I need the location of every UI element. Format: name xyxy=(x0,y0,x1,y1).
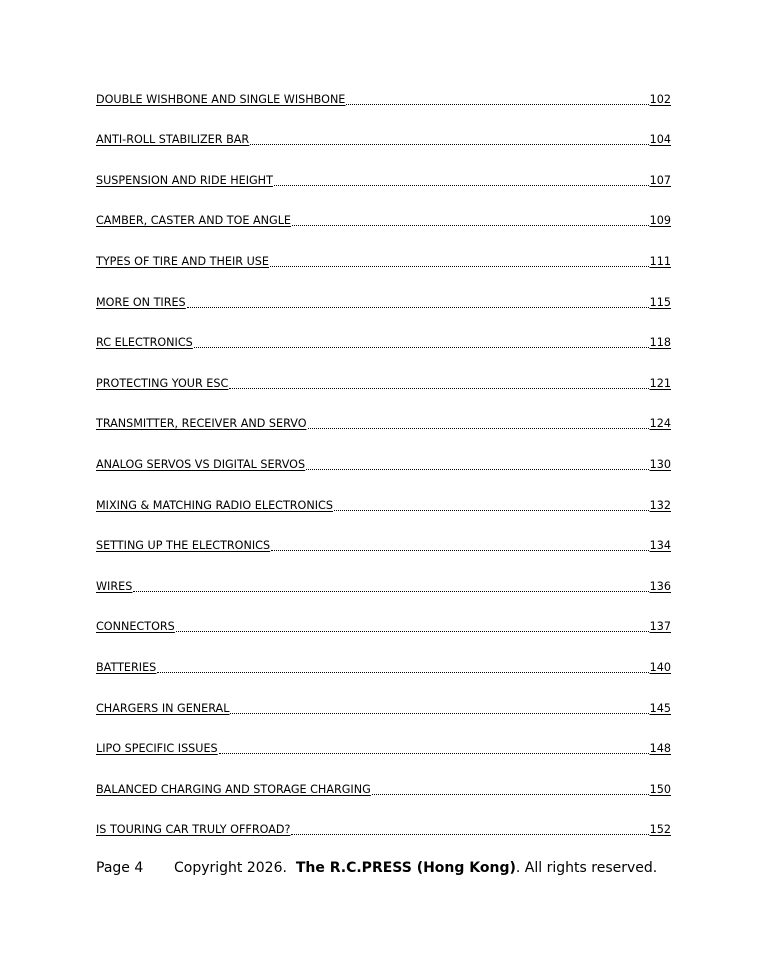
toc-dot-leader xyxy=(229,377,648,390)
toc-dot-leader xyxy=(291,823,648,836)
toc-entry-page-number: 152 xyxy=(649,823,671,837)
toc-entry-page-number: 148 xyxy=(649,742,671,756)
toc-entry[interactable] xyxy=(96,411,671,452)
toc-entry-title: SETTING UP THE ELECTRONICS xyxy=(96,539,271,553)
toc-entry-page-number: 140 xyxy=(649,660,671,674)
toc-dot-leader xyxy=(292,214,649,227)
toc-dot-leader xyxy=(271,539,649,552)
toc-entry[interactable] xyxy=(96,127,671,168)
toc-entry-title: RC ELECTRONICS xyxy=(96,336,193,350)
toc-entry[interactable] xyxy=(96,695,671,736)
toc-entry[interactable] xyxy=(96,736,671,777)
toc-entry[interactable] xyxy=(96,654,671,695)
toc-entry[interactable] xyxy=(96,370,671,411)
page-footer xyxy=(96,859,657,877)
toc-entry-title: BATTERIES xyxy=(96,660,157,674)
toc-entry-title: PROTECTING YOUR ESC xyxy=(96,376,229,390)
toc-entry[interactable] xyxy=(96,330,671,371)
toc-entry-title: BALANCED CHARGING AND STORAGE CHARGING xyxy=(96,782,371,796)
copyright-text: Copyright 2026. xyxy=(174,860,287,876)
toc-entry-page-number: 104 xyxy=(649,133,671,147)
toc-entry-page-number: 136 xyxy=(649,579,671,593)
page-number-label: Page 4 xyxy=(96,860,144,876)
toc-entry[interactable] xyxy=(96,492,671,533)
toc-dot-leader xyxy=(308,417,649,430)
toc-entry-title: SUSPENSION AND RIDE HEIGHT xyxy=(96,173,273,187)
toc-entry[interactable] xyxy=(96,614,671,655)
toc-entry-title: WIRES xyxy=(96,579,133,593)
toc-entry-page-number: 102 xyxy=(649,92,671,106)
toc-entry-page-number: 124 xyxy=(649,417,671,431)
toc-dot-leader xyxy=(176,620,649,633)
toc-dot-leader xyxy=(306,458,649,471)
toc-entry-title: LIPO SPECIFIC ISSUES xyxy=(96,742,218,756)
toc-entry[interactable] xyxy=(96,573,671,614)
toc-entry[interactable] xyxy=(96,817,671,858)
toc-entry-title: ANALOG SERVOS VS DIGITAL SERVOS xyxy=(96,457,306,471)
toc-entry-page-number: 137 xyxy=(649,620,671,634)
toc-entry-title: ANTI-ROLL STABILIZER BAR xyxy=(96,133,250,147)
toc-entry-title: CHARGERS IN GENERAL xyxy=(96,701,230,715)
rights-text: . All rights reserved. xyxy=(515,860,658,876)
toc-dot-leader xyxy=(187,296,649,309)
toc-entry[interactable] xyxy=(96,86,671,127)
publisher-name: The R.C.PRESS (Hong Kong) xyxy=(295,860,516,876)
toc-entry[interactable] xyxy=(96,248,671,289)
toc-entry-page-number: 109 xyxy=(649,214,671,228)
toc-entry[interactable] xyxy=(96,451,671,492)
toc-dot-leader xyxy=(219,742,649,755)
toc-entry-page-number: 111 xyxy=(649,254,671,268)
toc-entry-page-number: 130 xyxy=(649,457,671,471)
toc-dot-leader xyxy=(194,336,649,349)
toc-entry-title: MIXING & MATCHING RADIO ELECTRONICS xyxy=(96,498,333,512)
toc-dot-leader xyxy=(230,702,648,715)
toc-dot-leader xyxy=(250,133,648,146)
table-of-contents xyxy=(96,86,671,857)
toc-entry-page-number: 115 xyxy=(649,295,671,309)
toc-entry-title: CAMBER, CASTER AND TOE ANGLE xyxy=(96,214,291,228)
toc-entry[interactable] xyxy=(96,167,671,208)
toc-entry-page-number: 150 xyxy=(649,782,671,796)
toc-entry[interactable] xyxy=(96,208,671,249)
toc-entry-title: DOUBLE WISHBONE AND SINGLE WISHBONE xyxy=(96,92,346,106)
toc-entry-page-number: 134 xyxy=(649,539,671,553)
toc-entry-page-number: 132 xyxy=(649,498,671,512)
toc-entry[interactable] xyxy=(96,289,671,330)
toc-entry-title: TYPES OF TIRE AND THEIR USE xyxy=(96,254,269,268)
toc-entry-title: MORE ON TIRES xyxy=(96,295,186,309)
toc-dot-leader xyxy=(334,499,649,512)
toc-entry[interactable] xyxy=(96,776,671,817)
toc-entry-title: IS TOURING CAR TRULY OFFROAD? xyxy=(96,823,291,837)
toc-entry-page-number: 118 xyxy=(649,336,671,350)
toc-dot-leader xyxy=(372,783,649,796)
toc-dot-leader xyxy=(157,661,648,674)
toc-entry-title: TRANSMITTER, RECEIVER AND SERVO xyxy=(96,417,307,431)
toc-entry-title: CONNECTORS xyxy=(96,620,175,634)
toc-entry[interactable] xyxy=(96,533,671,574)
toc-entry-page-number: 107 xyxy=(649,173,671,187)
toc-entry-page-number: 145 xyxy=(649,701,671,715)
toc-dot-leader xyxy=(346,93,648,106)
toc-entry-page-number: 121 xyxy=(649,376,671,390)
toc-dot-leader xyxy=(133,580,648,593)
toc-dot-leader xyxy=(270,255,649,268)
toc-dot-leader xyxy=(274,174,649,187)
